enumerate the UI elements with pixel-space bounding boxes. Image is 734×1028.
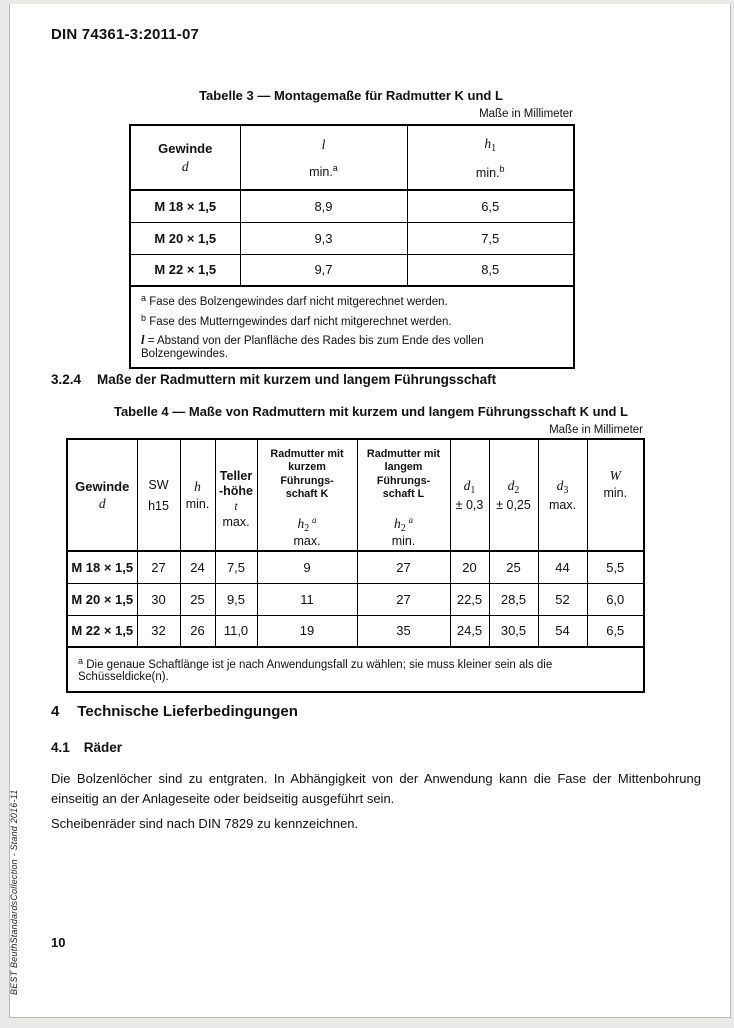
table4-k-line2: kurzem <box>288 461 326 474</box>
table4-d1-symbol: $d_1$ <box>463 478 476 496</box>
table4-cell: 27 <box>357 551 450 583</box>
table4-cell: 22,5 <box>450 583 489 615</box>
table4-cell: 6,5 <box>587 615 644 647</box>
table3-row <box>130 222 574 254</box>
table3-unit-note: Maße in Millimeter <box>479 108 573 120</box>
table4-cell: 6,0 <box>587 583 644 615</box>
table4-k-line3: Führungs- <box>280 474 334 487</box>
table4-cell: 9,5 <box>215 583 257 615</box>
table3-footnote-l: l = Abstand von der Planfläche des Rades bis zum Ende des vollen Bolzengewindes. <box>141 333 484 360</box>
table4-k-line4: schaft K <box>285 487 329 500</box>
table4-l-line4: schaft L <box>382 487 425 500</box>
table4-cell: 25 <box>180 583 215 615</box>
table3-cell: 6,5 <box>407 190 574 222</box>
table4-l-line1: Radmutter mit <box>366 447 441 460</box>
document-page <box>9 4 731 1018</box>
table3-h1-limit: min.$^b$ <box>475 163 505 180</box>
table4-cell: 19 <box>257 615 357 647</box>
table4-header-row <box>67 439 644 551</box>
table4-col-d3 <box>538 439 587 551</box>
table4-unit-note: Maße in Millimeter <box>549 424 643 436</box>
table4-cell: 52 <box>538 583 587 615</box>
table3-footnote-a: $^a$ Fase des Bolzengewindes darf nicht mitgerechnet werden. <box>141 293 448 308</box>
table4-cell: 11 <box>257 583 357 615</box>
table4-cell: 25 <box>489 551 538 583</box>
table4-cell: 27 <box>137 551 180 583</box>
table4-cell: M 18 × 1,5 <box>67 551 137 583</box>
table4-col-sw <box>137 439 180 551</box>
section-title: Maße der Radmuttern mit kurzem und langem Führungsschaft <box>97 372 497 387</box>
table4-l-line2: langem <box>384 461 423 474</box>
table4-cell: 32 <box>137 615 180 647</box>
table4-cell: M 22 × 1,5 <box>67 615 137 647</box>
table3-cell: M 22 × 1,5 <box>130 254 240 286</box>
section-number: 4.1 <box>51 740 70 755</box>
section-4-1-heading <box>51 740 122 755</box>
table4-teller-symbol: t <box>234 498 238 513</box>
table4-gewinde-symbol: d <box>98 495 106 511</box>
table4-cell: 30,5 <box>489 615 538 647</box>
table4-col-d1 <box>450 439 489 551</box>
table3-l-limit: min.$^a$ <box>309 162 338 179</box>
table4-cell: 5,5 <box>587 551 644 583</box>
section-4-heading <box>51 703 298 720</box>
table3-gewinde-label: Gewinde <box>158 140 213 156</box>
table4-l-limit: min. <box>391 534 416 549</box>
table4-teller-limit: max. <box>222 514 250 529</box>
table4-cell: 7,5 <box>215 551 257 583</box>
table4-col-schaft-l <box>357 439 450 551</box>
table4-cell: 44 <box>538 551 587 583</box>
table4-cell: 24,5 <box>450 615 489 647</box>
table4-l-symbol: $h_2$ $^a$ <box>394 515 413 535</box>
table4-cell: 11,0 <box>215 615 257 647</box>
table4-h-symbol: h <box>194 479 201 494</box>
table4 <box>66 438 645 693</box>
table4-d2-symbol: $d_2$ <box>507 478 520 496</box>
table3-l-symbol: l <box>321 136 326 152</box>
section-number: 4 <box>51 703 60 720</box>
table3-row <box>130 190 574 222</box>
paragraph-scheibenraeder: Scheibenräder sind nach DIN 7829 zu kennzeichnen. <box>51 816 359 831</box>
table3-gewinde-symbol: d <box>181 158 189 174</box>
table3-title: Tabelle 3 — Montagemaße für Radmutter K und L <box>199 88 503 103</box>
table4-w-symbol: W <box>609 468 621 483</box>
section-number: 3.2.4 <box>51 372 82 387</box>
table4-cell: 28,5 <box>489 583 538 615</box>
table4-teller-line1: Teller <box>219 468 253 483</box>
table4-w-limit: min. <box>603 486 628 500</box>
table4-gewinde-label: Gewinde <box>75 478 130 494</box>
table4-col-h <box>180 439 215 551</box>
watermark-vertical-text: BEST BeuthStandardsCollection - Stand 2016-11 <box>9 789 19 995</box>
table4-cell: 24 <box>180 551 215 583</box>
table3-cell: 7,5 <box>407 222 574 254</box>
table3-cell: M 20 × 1,5 <box>130 222 240 254</box>
table3-cell: M 18 × 1,5 <box>130 190 240 222</box>
table4-col-schaft-k <box>257 439 357 551</box>
table4-footnote-row <box>67 647 644 692</box>
table4-col-w <box>587 439 644 551</box>
table4-sw-line1: SW <box>148 477 169 492</box>
table3-col-h1 <box>407 125 574 190</box>
table4-cell: 9 <box>257 551 357 583</box>
table4-title: Tabelle 4 — Maße von Radmuttern mit kurzem und langem Führungsschaft K und L <box>113 404 629 419</box>
table4-cell: 20 <box>450 551 489 583</box>
table4-teller-line2: -höhe <box>218 483 254 498</box>
table4-footnote-a: $^a$ Die genaue Schaftlänge ist je nach Anwendungsfall zu wählen; sie muss kleiner sein als die Schüsseldicke(n). <box>78 656 553 683</box>
table4-cell: 26 <box>180 615 215 647</box>
table4-h-limit: min. <box>185 497 210 511</box>
document-number: DIN 74361-3:2011-07 <box>51 26 200 43</box>
table4-sw-line2: h15 <box>148 498 169 513</box>
table4-d3-symbol: $d_3$ <box>556 478 569 496</box>
table3-cell: 8,5 <box>407 254 574 286</box>
table3-footnotes-row <box>130 286 574 368</box>
table4-l-line3: Führungs- <box>376 474 431 487</box>
table4-cell: 54 <box>538 615 587 647</box>
table3-col-l <box>240 125 407 190</box>
section-title: Technische Lieferbedingungen <box>77 703 298 720</box>
table3-row <box>130 254 574 286</box>
table3-h1-symbol: $h_1$ <box>484 135 497 154</box>
paragraph-bolzenloecher: Die Bolzenlöcher sind zu entgraten. In Abhängigkeit von der Anwendung kann die Fase der Mittenbohrung einseitig an der Anlageseite oder beidseitig ausgeführt sein. <box>51 771 701 807</box>
table4-k-limit: max. <box>293 534 321 549</box>
table3 <box>129 124 575 369</box>
section-3-2-4-heading <box>51 372 496 387</box>
page-number: 10 <box>51 935 66 950</box>
table4-d2-tolerance: ± 0,25 <box>496 498 531 512</box>
table4-k-symbol: $h_2$ $^a$ <box>297 515 317 535</box>
table4-cell: 35 <box>357 615 450 647</box>
table4-row <box>67 583 644 615</box>
table3-col-gewinde <box>130 125 240 190</box>
table3-cell: 9,7 <box>240 254 407 286</box>
table4-d3-limit: max. <box>548 498 577 512</box>
table3-cell: 8,9 <box>240 190 407 222</box>
section-title: Räder <box>83 740 123 755</box>
table4-cell: 27 <box>357 583 450 615</box>
table3-header-row <box>130 125 574 190</box>
table4-cell: 30 <box>137 583 180 615</box>
table4-row <box>67 551 644 583</box>
table4-k-line1: Radmutter mit <box>270 447 344 460</box>
table4-row <box>67 615 644 647</box>
table3-footnote-b: $^b$ Fase des Mutterngewindes darf nicht mitgerechnet werden. <box>141 313 452 328</box>
table4-col-teller <box>215 439 257 551</box>
table4-cell: M 20 × 1,5 <box>67 583 137 615</box>
table4-d1-tolerance: ± 0,3 <box>455 498 484 512</box>
table3-cell: 9,3 <box>240 222 407 254</box>
table4-col-d2 <box>489 439 538 551</box>
table4-col-gewinde <box>67 439 137 551</box>
